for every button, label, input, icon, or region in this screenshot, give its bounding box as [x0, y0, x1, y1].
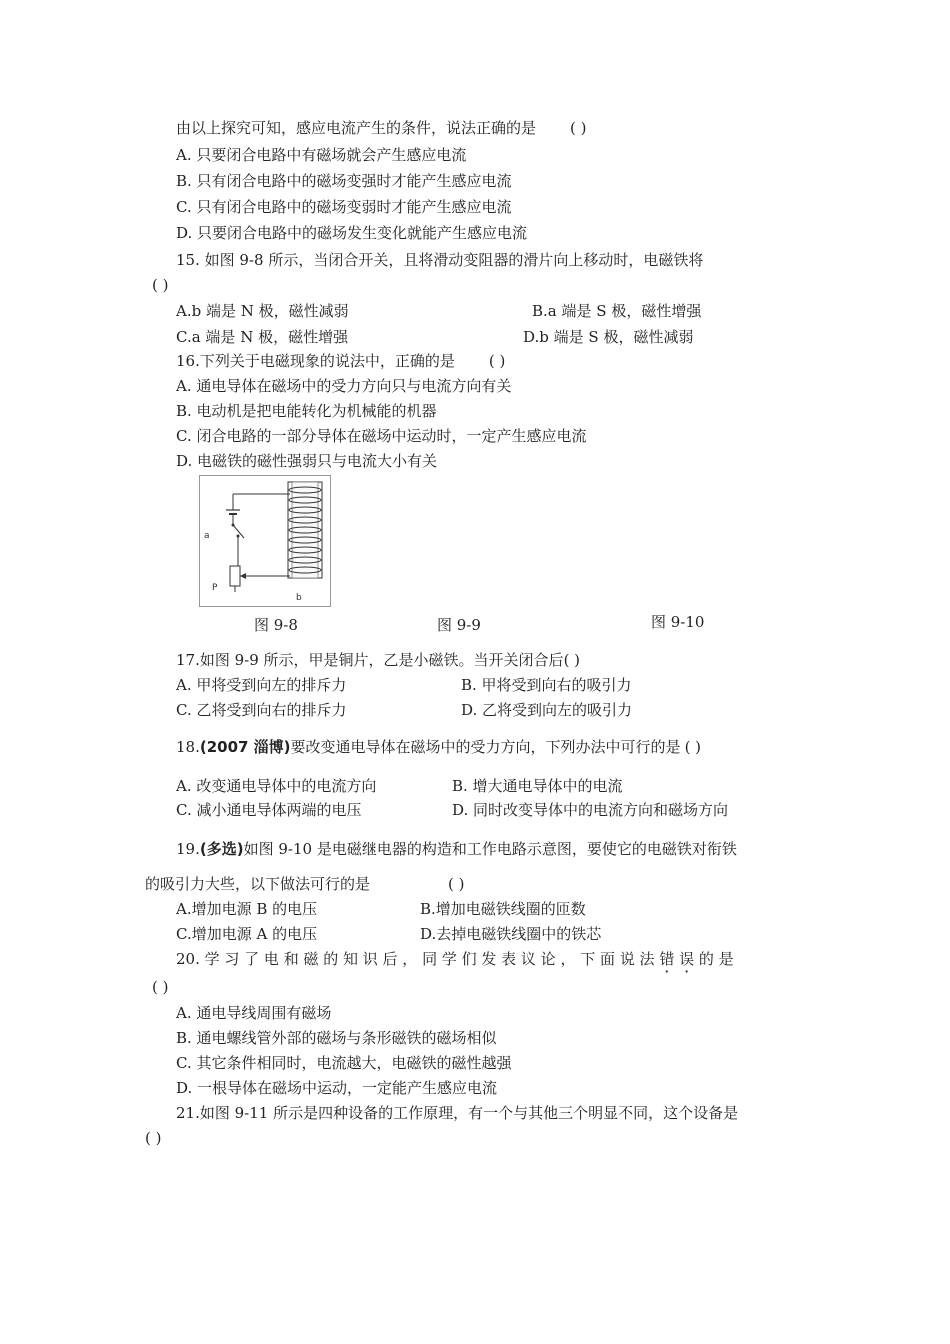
emphasis-wu: 误	[679, 950, 695, 968]
q14-option-a: A. 只要闭合电路中有磁场就会产生感应电流	[176, 146, 467, 164]
q14-option-d: D. 只要闭合电路中的磁场发生变化就能产生感应电流	[176, 224, 528, 242]
label-b: b	[296, 593, 302, 603]
q16-option-d: D. 电磁铁的磁性强弱只与电流大小有关	[176, 452, 438, 470]
q16-stem: 16.下列关于电磁现象的说法中，正确的是 ( )	[176, 352, 506, 370]
q16-option-a: A. 通电导体在磁场中的受力方向只与电流方向有关	[176, 377, 512, 395]
caption-9-8: 图 9-8	[254, 616, 298, 634]
q17-option-d: D. 乙将受到向左的吸引力	[461, 701, 633, 719]
q19-option-a: A.增加电源 B 的电压	[176, 900, 318, 918]
label-a: a	[204, 531, 210, 541]
q20-paren: ( )	[152, 978, 169, 996]
q14-stem: 由以上探究可知，感应电流产生的条件，说法正确的是 ( )	[176, 119, 587, 137]
q20-option-d: D. 一根导体在磁场中运动，一定能产生感应电流	[176, 1079, 498, 1097]
q17-option-b: B. 甲将受到向右的吸引力	[461, 676, 632, 694]
q16-option-c: C. 闭合电路的一部分导体在磁场中运动时，一定产生感应电流	[176, 427, 587, 445]
q18-option-a: A. 改变通电导体中的电流方向	[176, 777, 377, 795]
q18-option-d: D. 同时改变导体中的电流方向和磁场方向	[452, 801, 729, 819]
q18-option-b: B. 增大通电导体中的电流	[452, 777, 623, 795]
q19-stem: 19.(多选)如图 9-10 是电磁继电器的构造和工作电路示意图，要使它的电磁铁对衔铁	[176, 840, 737, 858]
caption-9-10: 图 9-10	[651, 613, 705, 631]
q14-option-b: B. 只有闭合电路中的磁场变强时才能产生感应电流	[176, 172, 512, 190]
caption-9-9: 图 9-9	[437, 616, 481, 634]
q19-option-d: D.去掉电磁铁线圈中的铁芯	[420, 925, 602, 943]
q18-stem: 18.(2007 淄博)要改变通电导体在磁场中的受力方向，下列办法中可行的是 ( )	[176, 738, 702, 756]
q19-option-b: B.增加电磁铁线圈的匝数	[420, 900, 586, 918]
q20-stem: 20. 学 习 了 电 和 磁 的 知 识 后 ， 同 学 们 发 表 议 论 ， 下 面 说 法 错 误 的 是	[176, 950, 734, 968]
q15-option-a: A.b 端是 N 极，磁性减弱	[176, 302, 349, 320]
q17-option-c: C. 乙将受到向右的排斥力	[176, 701, 347, 719]
q15-option-c: C.a 端是 N 极，磁性增强	[176, 328, 349, 346]
q19-stem-cont: 的吸引力大些，以下做法可行的是 ( )	[145, 875, 465, 893]
q17-option-a: A. 甲将受到向左的排斥力	[176, 676, 347, 694]
q20-option-c: C. 其它条件相同时，电流越大，电磁铁的磁性越强	[176, 1054, 512, 1072]
q15-stem: 15. 如图 9-8 所示，当闭合开关，且将滑动变阻器的滑片向上移动时，电磁铁将	[176, 251, 704, 269]
q20-option-b: B. 通电螺线管外部的磁场与条形磁铁的磁场相似	[176, 1029, 497, 1047]
q19-multi-tag: (多选)	[199, 840, 244, 858]
q19-option-c: C.增加电源 A 的电压	[176, 925, 318, 943]
q21-stem: 21.如图 9-11 所示是四种设备的工作原理，有一个与其他三个明显不同，这个设备是	[176, 1104, 739, 1122]
q18-option-c: C. 减小通电导体两端的电压	[176, 801, 362, 819]
q15-option-d: D.b 端是 S 极，磁性减弱	[523, 328, 694, 346]
q15-paren: ( )	[152, 276, 169, 294]
label-p: P	[212, 583, 218, 593]
emphasis-cuo: 错	[659, 950, 675, 968]
q15-option-b: B.a 端是 S 极，磁性增强	[532, 302, 702, 320]
electromagnet-circuit-diagram	[200, 476, 330, 606]
q18-source-tag: (2007 淄博)	[199, 738, 291, 756]
figure-9-8	[199, 475, 331, 607]
q20-option-a: A. 通电导线周围有磁场	[176, 1004, 332, 1022]
q17-stem: 17.如图 9-9 所示，甲是铜片，乙是小磁铁。当开关闭合后( )	[176, 651, 581, 669]
q21-paren: ( )	[145, 1129, 162, 1147]
q16-option-b: B. 电动机是把电能转化为机械能的机器	[176, 402, 437, 420]
q14-option-c: C. 只有闭合电路中的磁场变弱时才能产生感应电流	[176, 198, 512, 216]
